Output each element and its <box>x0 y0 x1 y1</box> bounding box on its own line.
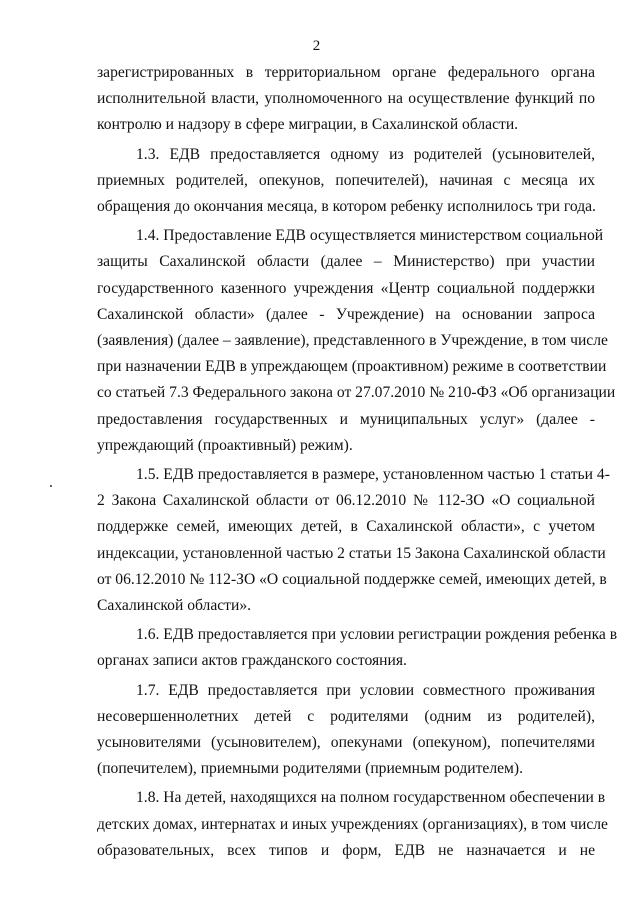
paragraph-p1-4 <box>97 223 616 459</box>
text-line: со статьей 7.3 Федерального закона от 27.07.2010 № 210-ФЗ «Об организации <box>97 384 616 402</box>
text-line: 1.8. На детей, находящихся на полном государственном обеспечении в <box>136 789 606 807</box>
text-line: усыновителями (усыновителем), опекунами (опекуном), попечителями <box>97 734 595 752</box>
text-line: образовательных, всех типов и форм, ЕДВ не назначается и не <box>97 841 595 859</box>
text-line: 1.7. ЕДВ предоставляется при условии совместного проживания <box>136 681 595 699</box>
text-line: Сахалинской области». <box>97 597 252 615</box>
page-number: 2 <box>312 38 321 54</box>
text-line: индексации, установленной частью 2 статьи 15 Закона Сахалинской области <box>97 544 606 562</box>
paragraph-p1-3 <box>97 142 595 221</box>
text-line: несовершеннолетних детей с родителями (одним из родителей), <box>97 707 595 725</box>
paragraph-p1-5 <box>97 462 610 619</box>
text-line: упреждающий (проактивный) режим). <box>97 436 353 454</box>
text-line: при назначении ЕДВ в упреждающем (проактивном) режиме в соответствии <box>97 358 607 376</box>
text-line: предоставления государственных и муниципальных услуг» (далее - <box>97 410 595 428</box>
text-line: 1.5. ЕДВ предоставляется в размере, установленном частью 1 статьи 4- <box>136 466 610 484</box>
text-line: органах записи актов гражданского состояния. <box>97 652 407 670</box>
paragraph-p1-8 <box>97 785 608 864</box>
paragraph-cont <box>97 60 595 139</box>
text-line: (заявления) (далее – заявление), представленного в Учреждение, в том числе <box>97 332 608 350</box>
text-line: 1.4. Предоставление ЕДВ осуществляется министерством социальной <box>136 227 604 245</box>
text-line: зарегистрированных в территориальном органе федерального органа <box>97 64 595 81</box>
text-line: защиты Сахалинской области (далее – Министерство) при участии <box>97 253 595 271</box>
text-line: от 06.12.2010 № 112-ЗО «О социальной поддержке семей, имеющих детей, в <box>97 570 607 588</box>
text-line: Сахалинской области» (далее - Учреждение) на основании запроса <box>97 305 595 323</box>
text-line: 1.3. ЕДВ предоставляется одному из родителей (усыновителей, <box>136 145 595 163</box>
scan-speck <box>50 485 52 487</box>
text-line: приемных родителей, опекунов, попечителей), начиная с месяца их <box>97 171 595 189</box>
text-line: поддержке семей, имеющих детей, в Сахалинской области», с учетом <box>97 518 595 536</box>
text-line: обращения до окончания месяца, в котором ребенку исполнилось три года. <box>97 198 596 216</box>
text-line: исполнительной власти, уполномоченного на осуществление функций по <box>97 90 595 108</box>
text-line: государственного казенного учреждения «Центр социальной поддержки <box>97 279 595 297</box>
text-line: 1.6. ЕДВ предоставляется при условии регистрации рождения ребенка в <box>136 626 618 644</box>
text-line: (попечителем), приемными родителями (приемным родителем). <box>97 760 524 778</box>
text-line: контролю и надзору в сфере миграции, в Сахалинской области. <box>97 116 519 134</box>
paragraph-p1-6 <box>97 622 618 674</box>
paragraph-p1-7 <box>97 678 595 783</box>
text-line: детских домах, интернатах и иных учреждениях (организациях), в том числе <box>97 815 608 833</box>
document-body <box>97 60 618 867</box>
text-line: 2 Закона Сахалинской области от 06.12.2010 № 112-ЗО «О социальной <box>97 492 595 510</box>
